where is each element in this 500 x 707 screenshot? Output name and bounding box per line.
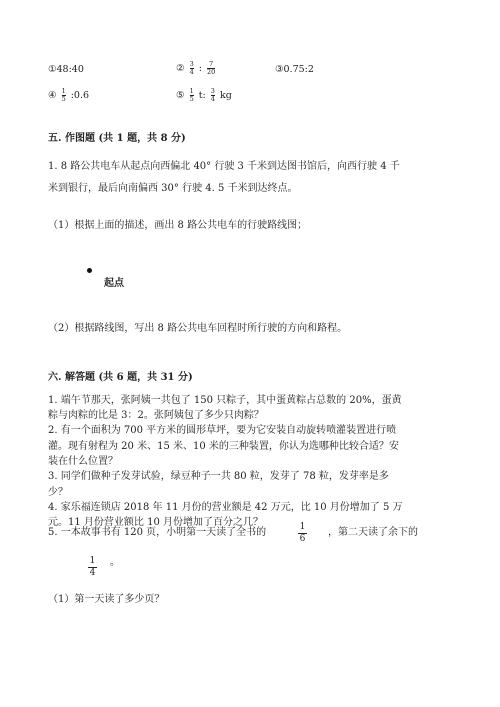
question-text: 米到银行，最后向南偏西 30° 行驶 4. 5 千米到达终点。 <box>48 183 298 194</box>
question-end-mark: 。 <box>110 557 120 568</box>
option-2-label: ② <box>176 63 185 74</box>
fraction: $\frac{1}{4}$ <box>89 556 96 578</box>
question-text: 灌。现有射程为 20 米、15 米、10 米的三种装置，你认为选哪种比较合适？安 <box>48 441 399 452</box>
fraction: $\frac{7}{20}$ <box>206 60 216 76</box>
option-4-label: ④ <box>48 90 57 101</box>
sub-question-1: （1）根据上面的描述，画出 8 路公共电车的行驶路线图； <box>48 220 308 231</box>
question-text: 粽与肉粽的比是 3：2。张阿姨包了多少只肉粽？ <box>48 410 264 421</box>
ratio-sign: : <box>198 63 202 74</box>
fraction: $\frac{1}{5}$ <box>189 87 194 103</box>
option-1: ①48:40 <box>48 64 84 75</box>
question-text: ，第二天读了余下的 <box>328 527 418 538</box>
start-point-label: 起点 <box>104 278 124 289</box>
fraction: $\frac{3}{4}$ <box>189 60 194 76</box>
question-text: 元。11 月份营业额比 10 月份增加了百分之几？ <box>48 517 263 528</box>
sub-question-2: （2）根据路线图，写出 8 路公共电车回程时所行驶的方向和路程。 <box>48 323 348 334</box>
question-text: 3. 同学们做种子发芽试验，绿豆种子一共 80 粒，发芽了 78 粒，发芽率是多 <box>48 471 389 482</box>
question-text: 2. 有一个面积为 700 平方米的圆形草坪，要为它安装自动旋转喷灌装置进行喷 <box>48 425 397 436</box>
option-5 <box>176 88 232 103</box>
question-text: 1. 端午节那天，张阿姨一共包了 150 只粽子，其中蛋黄粽占总数的 20%，蛋黄 <box>48 395 402 406</box>
fraction: $\frac{3}{4}$ <box>210 87 215 103</box>
question-text: 1. 8 路公共电车从起点向西偏北 40° 行驶 3 千米到达图书馆后，向西行驶 4 千 <box>48 161 400 172</box>
fraction: $\frac{1}{6}$ <box>299 522 306 544</box>
fraction: $\frac{1}{5}$ <box>61 87 66 103</box>
option-5-mid: t: <box>198 90 206 101</box>
option-4-rest: :0.6 <box>70 90 90 101</box>
question-text: 4. 家乐福连锁店 2018 年 11 月份的营业额是 42 万元，比 10 月份增加了 5 万 <box>48 502 403 513</box>
question-text: 装在什么位置？ <box>48 456 118 467</box>
option-3: ③0.75:2 <box>275 64 314 75</box>
start-point-dot <box>87 268 92 273</box>
question-text: 5. 一本故事书有 120 页，小明第一天读了全书的 <box>48 527 267 538</box>
option-4 <box>48 88 89 103</box>
sub-question-1: （1）第一天读了多少页？ <box>48 594 165 605</box>
option-5-unit: kg <box>219 90 232 101</box>
option-5-label: ⑤ <box>176 90 185 101</box>
question-text: 少？ <box>48 487 68 498</box>
option-2 <box>176 61 217 76</box>
section-5-title: 五. 作图题 (共 1 题，共 8 分) <box>48 133 186 144</box>
section-6-title: 六. 解答题 (共 6 题，共 31 分) <box>48 372 193 383</box>
